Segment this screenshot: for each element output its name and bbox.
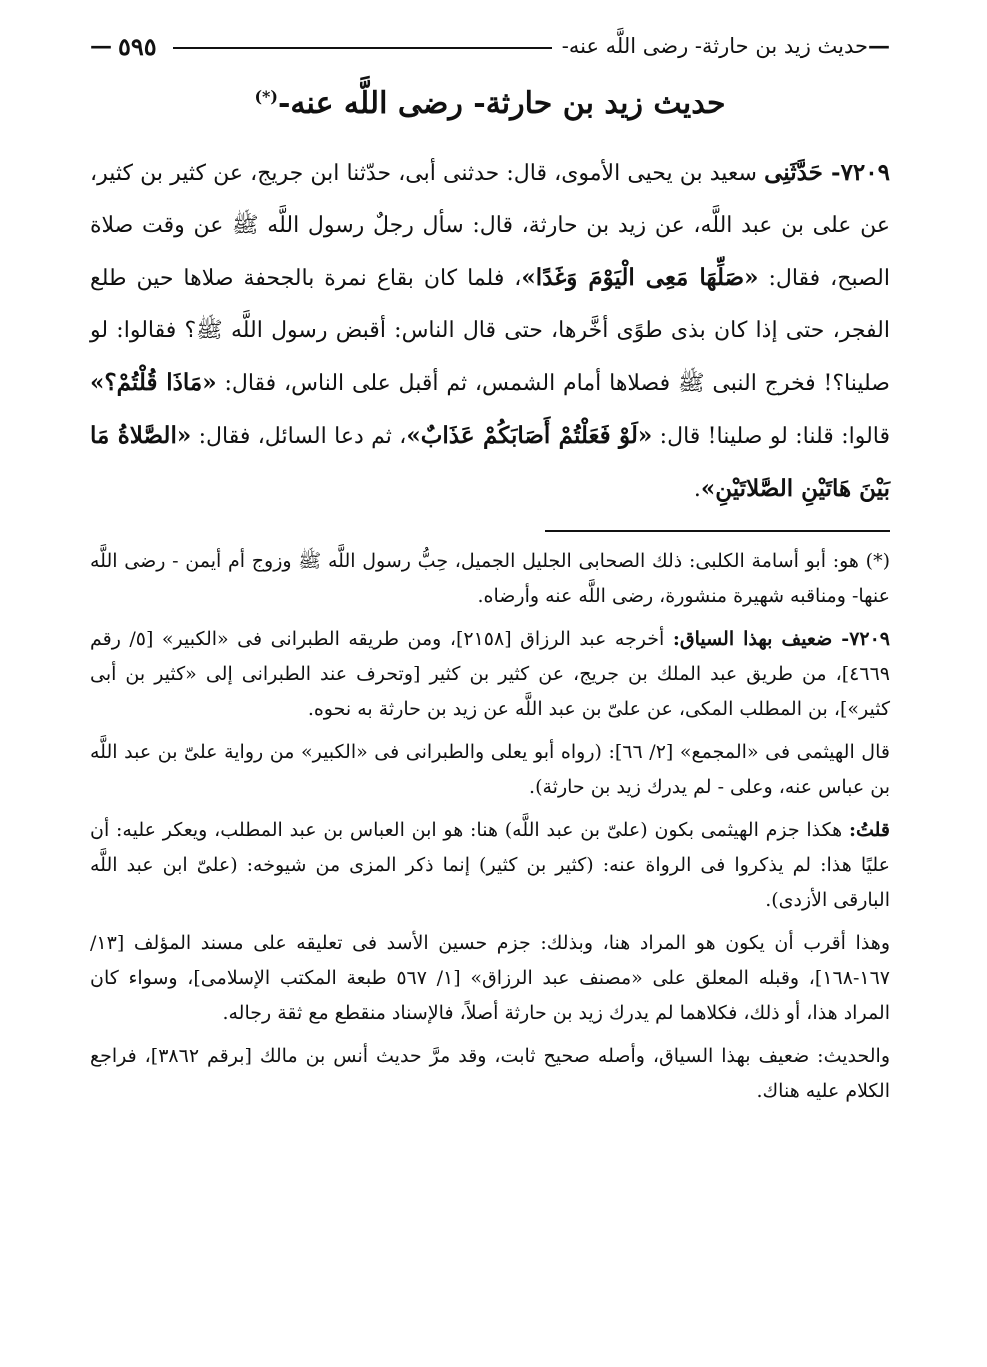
footnote-separator [545, 530, 890, 532]
hadith-quote-4: «الصَّلاةُ مَا بَيْنَ هَاتَيْنِ الصَّلاتَيْنِ» [90, 422, 890, 502]
footnote-qultu-text: هكذا جزم الهيثمى بكون (علىّ بن عبد اللَّه) هنا: هو ابن العباس بن عبد المطلب، ويعكر عليه: أن عليًا هذا: لم يذكروا فى الرواة عنه: (كثير بن كثير) إنما ذكر المزى من شيوخه: (علىّ ابن عبد اللَّه البارقى الأزدى). [90, 819, 890, 911]
hadith-quote-2: «مَاذَا قُلْتُمْ؟» [90, 369, 217, 396]
footnote-7209 [90, 622, 890, 727]
footnote-aqrab: وهذا أقرب أن يكون هو المراد هنا، وبذلك: جزم حسين الأسد فى تعليقه على مسند المؤلف [١٣/ ١٦٧-١٦٨]، وقبله المعلق على «مصنف عبد الرزاق» [١/ ٥٦٧ طبعة المكتب الإسلامى]، وسواء كان المراد هذا، أو ذلك، فكلاهما لم يدرك زيد بن حارثة أصلاً، فالإسناد منقطع مع ثقة رجاله. [90, 932, 890, 1024]
header-dash-left: — [90, 33, 112, 59]
page-number: ٥٩٥ [118, 31, 157, 61]
footnotes [90, 544, 890, 1109]
hadith-text-part-1: سعيد بن يحيى الأموى، قال: حدثنى أبى، حدّثنا ابن جريج، عن كثير بن كثير، عن على بن عبد اللَّه، عن زيد بن حارثة، قال: سأل رجلٌ رسول اللَّه ﷺ عن وقت صلاة الصبح، فقال: [90, 161, 890, 291]
footnote-7209-text: أخرجه عبد الرزاق [٢١٥٨]، ومن طريقه الطبرانى فى «الكبير» [٥/ رقم ٤٦٦٩]، من طريق عبد الملك بن جريج، عن كثير بن كثير [وتحرف عند الطبرانى إلى «كثير بن أبى كثير»]، بن المطلب المكى، عن علىّ بن عبد اللَّه عن زيد بن حارثة به نحوه. [90, 628, 890, 720]
running-title: حديث زيد بن حارثة- رضى اللَّه عنه- [561, 34, 868, 58]
hadith-quote-3: «لَوْ فَعَلْتُمْ أَصَابَكُمْ عَذَابٌ» [406, 422, 653, 449]
book-page [90, 28, 890, 1117]
footnote-hadith-verdict: والحديث: ضعيف بهذا السياق، وأصله صحيح ثابت، وقد مرَّ حديث أنس بن مالك [برقم ٣٨٦٢]، فراجع الكلام عليه هناك. [90, 1045, 890, 1102]
hadith-text [90, 147, 890, 516]
chapter-title-marker: (*) [254, 87, 278, 106]
footnote-qultu [90, 813, 890, 918]
header-dash-right: — [868, 33, 890, 59]
footnote-star: (*) هو: أبو أسامة الكلبى: ذلك الصحابى الجليل الجميل، حِبُّ رسول اللَّه ﷺ وزوج أم أيمن - رضى اللَّه عنها- ومناقبه شهيرة منشورة، رضى اللَّه عنه وأرضاه. [90, 550, 890, 607]
chapter-title [90, 86, 890, 121]
hadith-quote-1: «صَلِّهَا مَعِى الْيَوْمَ وَغَدًا» [521, 264, 759, 291]
hadith-text-part-5: . [693, 477, 701, 502]
footnote-qultu-lead: قلتُ: [848, 819, 890, 841]
hadith-text-part-3: قالوا: قلنا: لو صلينا! قال: [652, 424, 891, 449]
hadith-number: ٧٢٠٩- حَدَّثَنِى [764, 159, 890, 186]
hadith-text-part-4: ، ثم دعا السائل، فقال: [191, 424, 407, 449]
header-rule [173, 47, 552, 49]
hadith-text-part-2: ، فلما كان بقاع نمرة بالجحفة صلاها حين طلع الفجر، حتى إذا كان بذى طوًى أخَّرها، حتى قال الناس: أقبض رسول اللَّه ﷺ؟ فقالوا: لو صلينا؟! فخرج النبى ﷺ فصلاها أمام الشمس، ثم أقبل على الناس، فقال: [90, 266, 890, 396]
running-header [90, 28, 890, 64]
footnote-7209-lead: ٧٢٠٩- ضعيف بهذا السياق: [672, 628, 891, 650]
footnote-haythami: قال الهيثمى فى «المجمع» [٢/ ٦٦]: (رواه أبو يعلى والطبرانى فى «الكبير» من رواية علىّ بن عبد اللَّه بن عباس عنه، وعلى - لم يدرك زيد بن حارثة). [90, 741, 890, 798]
chapter-title-text: حديث زيد بن حارثة- رضى اللَّه عنه- [277, 86, 726, 121]
